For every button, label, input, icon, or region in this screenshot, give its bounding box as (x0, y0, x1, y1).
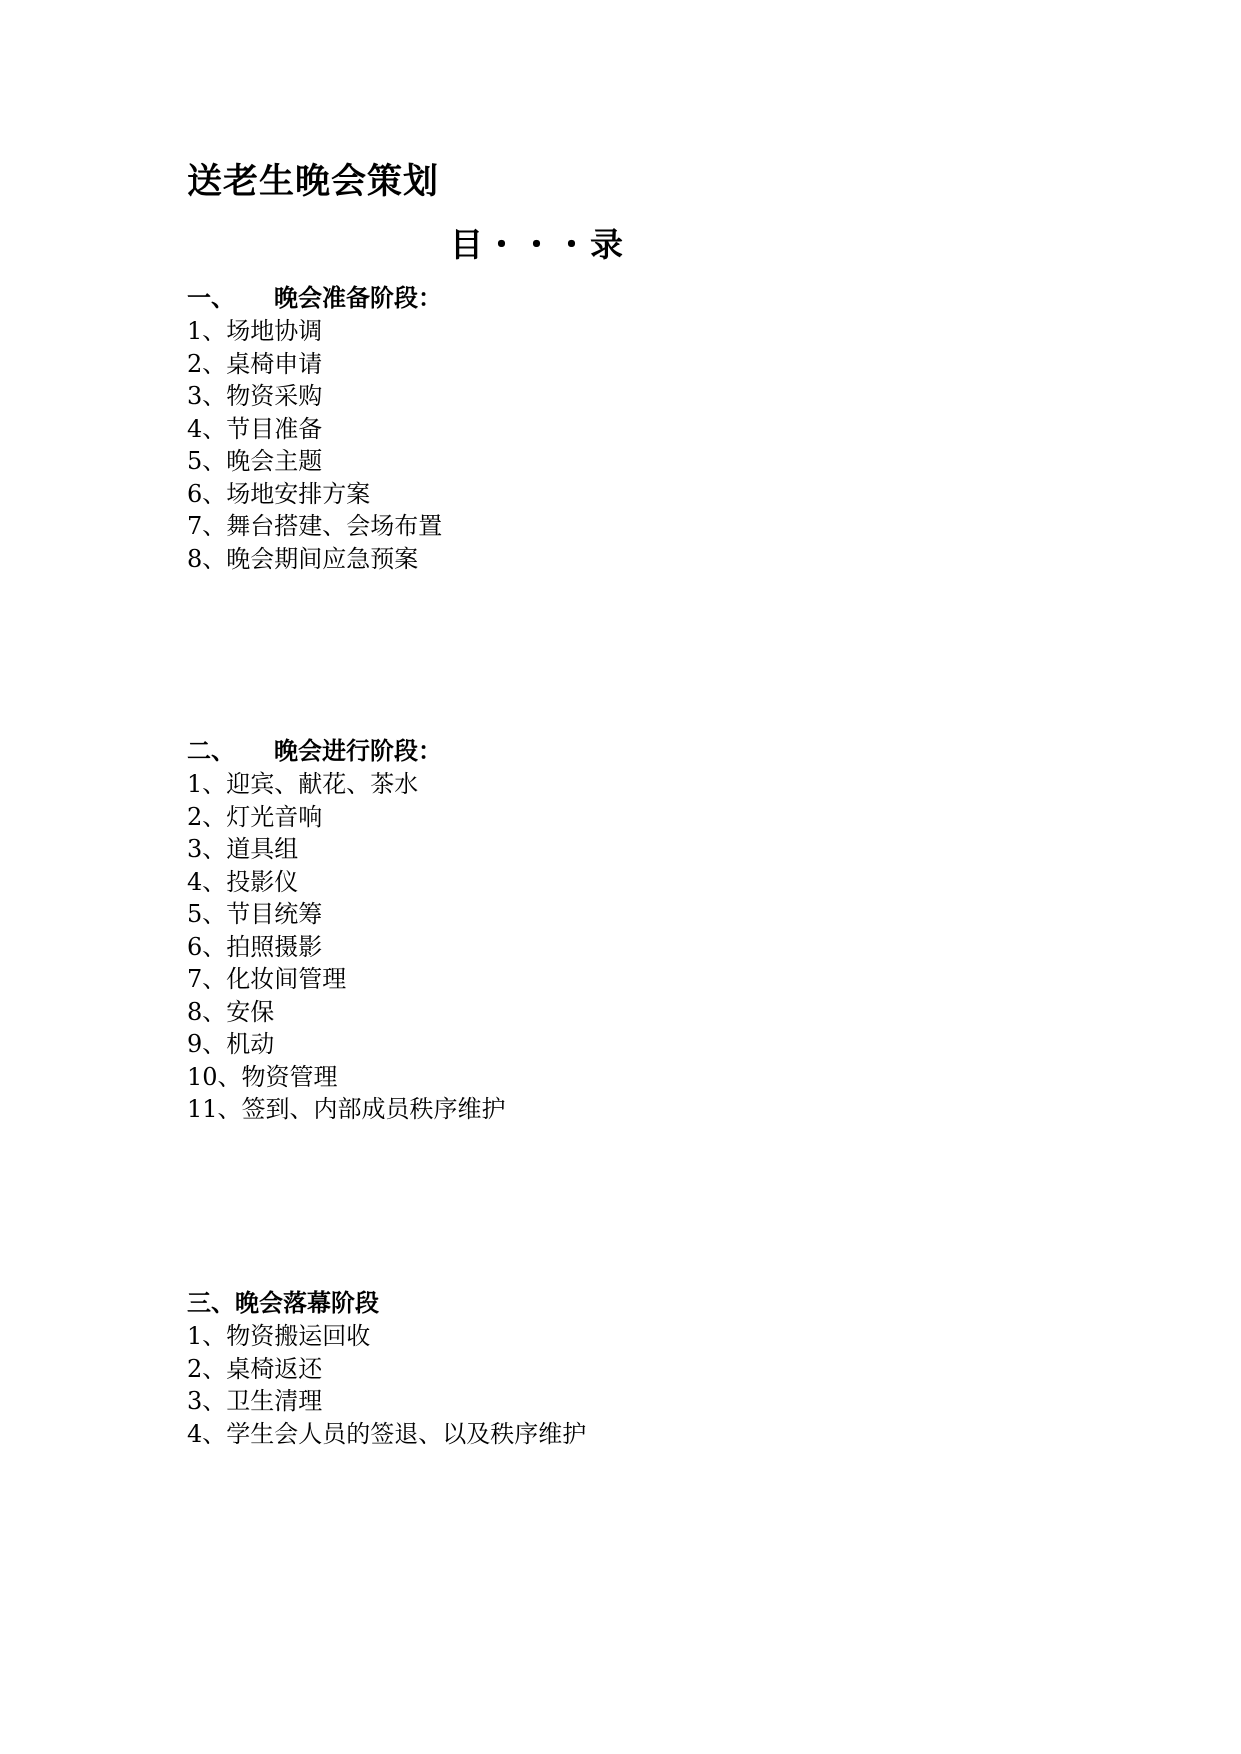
section-heading (187, 734, 887, 768)
list-item: 1、场地协调 (187, 317, 323, 345)
list-item: 5、节目统筹 (187, 900, 323, 928)
list-item: 4、投影仪 (187, 867, 299, 896)
list-item: 3、道具组 (187, 835, 299, 863)
section-in-progress (187, 734, 887, 1126)
list-item: 8、晚会期间应急预案 (187, 544, 419, 573)
document-title: 送老生晚会策划 (187, 161, 440, 202)
section-heading (187, 281, 887, 315)
list-item: 3、卫生清理 (187, 1387, 323, 1415)
list-item: 9、机动 (187, 1030, 275, 1058)
table-of-contents-heading: 目・・・录 (450, 225, 625, 264)
list-item: 6、拍照摄影 (187, 932, 323, 961)
section-number: 三、 (187, 1288, 235, 1317)
list-item: 2、桌椅返还 (187, 1354, 323, 1383)
list-item: 8、安保 (187, 997, 275, 1026)
section-number: 一、 (187, 283, 235, 312)
list-item: 4、节目准备 (187, 414, 323, 443)
list-item: 7、舞台搭建、会场布置 (187, 512, 443, 540)
list-item: 1、迎宾、献花、茶水 (187, 770, 419, 798)
section-preparation (187, 281, 887, 575)
section-closing (187, 1286, 887, 1450)
list-item: 5、晚会主题 (187, 447, 323, 475)
list-item: 4、学生会人员的签退、以及秩序维护 (187, 1419, 587, 1448)
list-item: 3、物资采购 (187, 382, 323, 410)
list-item: 2、灯光音响 (187, 802, 323, 831)
section-number: 二、 (187, 736, 235, 765)
list-item: 1、物资搬运回收 (187, 1322, 371, 1350)
list-item: 10、物资管理 (187, 1062, 338, 1091)
section-label: 晚会进行阶段： (274, 736, 442, 765)
list-item: 7、化妆间管理 (187, 965, 347, 993)
list-item: 11、签到、内部成员秩序维护 (187, 1095, 506, 1123)
section-label: 晚会准备阶段： (274, 283, 442, 312)
list-item: 6、场地安排方案 (187, 479, 371, 508)
list-item: 2、桌椅申请 (187, 349, 323, 378)
section-label: 晚会落幕阶段 (235, 1288, 379, 1317)
section-heading (187, 1286, 887, 1320)
